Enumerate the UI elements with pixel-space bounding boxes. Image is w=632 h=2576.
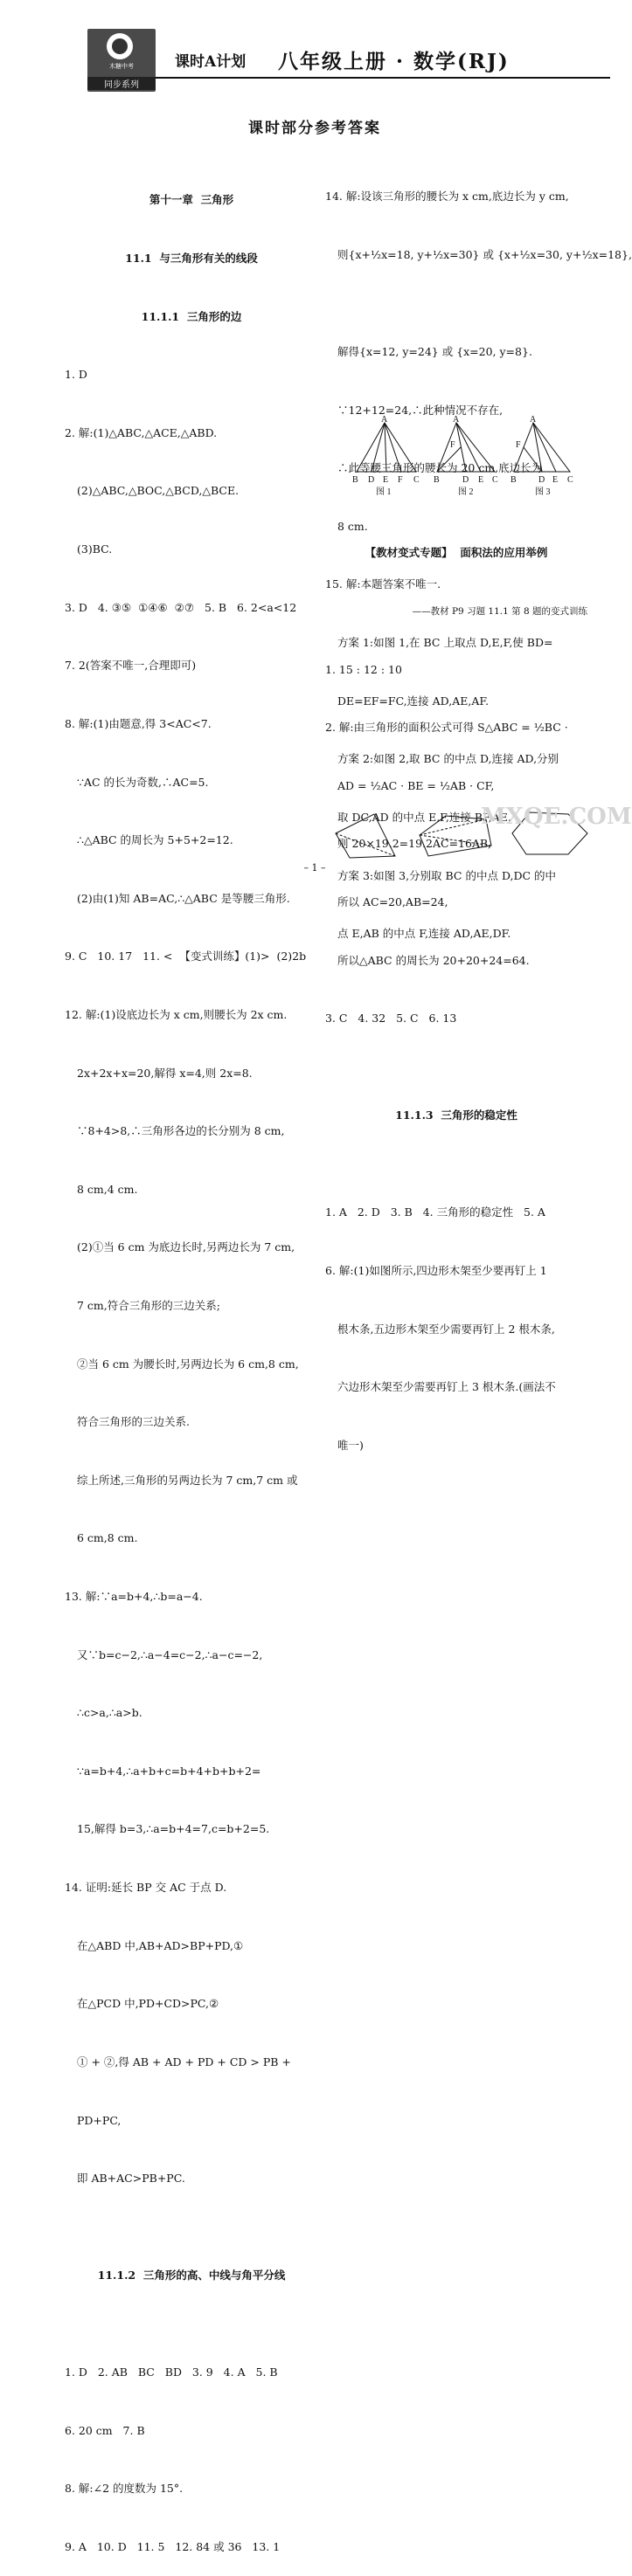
answer-line: 7 cm,符合三角形的三边关系; <box>77 1298 220 1312</box>
fig2-point-f: F <box>450 440 455 450</box>
fig2-point-d: D <box>462 475 469 485</box>
answer-line: 即 AB+AC>PB+PC. <box>77 2172 185 2186</box>
answer-line: 3. D 4. ③⑤ ①④⑥ ②⑦ 5. B 6. 2<a<12 <box>65 600 297 614</box>
answer-line: 2. 解:(1)△ABC,△ACE,△ABD. <box>65 425 218 439</box>
subsection-heading: 11.1.3 三角形的稳定性 <box>395 1108 517 1122</box>
fig3-segment-df <box>524 447 542 472</box>
series-label: 同步系列 <box>87 77 156 90</box>
fig1-point-b: B <box>352 475 358 485</box>
answer-line: 六边形木架至少需要再钉上 3 根木条.(画法不 <box>337 1380 556 1394</box>
fig1-point-c: C <box>413 475 420 485</box>
fig2-point-e: E <box>478 475 484 485</box>
answer-line: 2. 解:由三角形的面积公式可得 S△ABC = ½BC · <box>325 721 568 735</box>
answer-line: 方案 3:如图 3,分别取 BC 的中点 D,DC 的中 <box>337 868 557 882</box>
page-number: – 1 – <box>303 862 326 874</box>
watermark: MXQE.COM <box>481 804 632 830</box>
answer-line: ∴c>a,∴a>b. <box>77 1706 142 1720</box>
fig2-point-b: B <box>434 475 440 485</box>
header-rule <box>156 77 610 79</box>
answer-line: 14. 证明:延长 BP 交 AC 于点 D. <box>65 1881 227 1895</box>
answer-line: ∵a=b+4,∴a+b+c=b+4+b+b+2= <box>77 1764 261 1778</box>
subsection-heading: 11.1.1 三角形的边 <box>141 309 242 323</box>
answer-line: (2)△ABC,△BOC,△BCD,△BCE. <box>77 484 240 498</box>
fig1-segment-ad <box>372 423 385 472</box>
subsection-heading: 11.1.2 三角形的高、中线与角平分线 <box>97 2269 286 2282</box>
fig2-segment-ad <box>456 423 466 472</box>
answer-line: 9. A 10. D 11. 5 12. 84 或 36 13. 1 <box>65 2539 281 2553</box>
answer-line: 8. 解:∠2 的度数为 15°. <box>65 2482 184 2496</box>
logo-subtitle: 木糖中考 <box>109 63 134 70</box>
answer-line: 唯一) <box>337 1438 364 1452</box>
page-title: 课时部分参考答案 <box>248 120 381 137</box>
answer-line: ∴△ABC 的周长为 5+5+2=12. <box>77 833 233 847</box>
fig3-point-b: B <box>510 475 517 485</box>
fig2-triangle <box>437 423 495 472</box>
answer-line: 15. 解:本题答案不唯一. <box>325 577 441 591</box>
answer-line: 14. 解:设该三角形的腰长为 x cm,底边长为 y cm, <box>325 190 569 204</box>
answer-line: 1. D 2. AB BC BD 3. 9 4. A 5. B <box>65 2365 278 2379</box>
fig2-segment-bf <box>437 447 461 472</box>
triangle-figures <box>350 415 586 497</box>
answer-line: 8 cm,4 cm. <box>77 1182 138 1196</box>
fig1-segment-ae <box>385 423 386 472</box>
special-topic-subheading: ——教材 P9 习题 11.1 第 8 题的变式训练 <box>412 606 587 618</box>
answer-line: ∵AC 的长为奇数,∴AC=5. <box>77 775 209 789</box>
answer-line: 7. 2(答案不唯一,合理即可) <box>65 659 197 673</box>
answer-line: 取 DC,AD 的中点 E,F,连接 BF,AE. <box>337 810 511 824</box>
answer-line: 8. 解:(1)由题意,得 3<AC<7. <box>65 716 212 730</box>
fig3-point-e: E <box>552 475 559 485</box>
answer-line: (2)由(1)知 AB=AC,∴△ABC 是等腰三角形. <box>77 891 290 905</box>
answer-line: 9. C 10. 17 11. < 【变式训练】(1)> (2)2b <box>65 950 307 963</box>
answer-line: 方案 2:如图 2,取 BC 的中点 D,连接 AD,分别 <box>337 752 559 766</box>
answer-line: 6. 解:(1)如图所示,四边形木架至少要再钉上 1 <box>325 1263 547 1277</box>
fig3-triangle <box>514 423 570 472</box>
answer-line: 点 E,AB 的中点 F,连接 AD,AE,DF. <box>337 927 511 941</box>
equation-solution: 解得{x=12, y=24} 或 {x=20, y=8}. <box>337 345 532 359</box>
fig1-caption: 图 1 <box>376 487 392 497</box>
answer-line: 13. 解:∵a=b+4,∴b=a−4. <box>65 1590 203 1604</box>
quadrilateral-brace <box>336 833 395 856</box>
chapter-heading: 第十一章 三角形 <box>149 193 234 207</box>
fig3-point-c: C <box>567 475 573 485</box>
fig2-caption: 图 2 <box>458 487 474 497</box>
answer-line: 1. A 2. D 3. B 4. 三角形的稳定性 5. A <box>325 1205 545 1219</box>
answer-line: ②当 6 cm 为腰长时,另两边长为 6 cm,8 cm, <box>77 1357 299 1371</box>
answer-line: 12. 解:(1)设底边长为 x cm,则腰长为 2x cm. <box>65 1007 288 1021</box>
logo-emblem-inner <box>112 38 128 54</box>
answer-line: ∴此等腰三角形的腰长为 20 cm,底边长为 <box>337 461 543 475</box>
fig1-point-a: A <box>381 415 388 425</box>
fig1-point-f: F <box>398 475 403 485</box>
fig3-caption: 图 3 <box>535 487 551 497</box>
answer-line: 6. 20 cm 7. B <box>65 2423 145 2437</box>
answer-line: PD+PC, <box>77 2113 122 2127</box>
grade-subject: 八年级上册 · 数学(RJ) <box>278 50 510 73</box>
pentagon-brace-1 <box>420 819 486 835</box>
answer-line: 15,解得 b=3,∴a=b+4=7,c=b+2=5. <box>77 1822 270 1836</box>
answer-line: 又∵b=c−2,∴a−4=c−2,∴a−c=−2, <box>77 1647 263 1661</box>
answer-line: 所以 AC=20,AB=24, <box>337 895 448 909</box>
fig2-point-c: C <box>492 475 498 485</box>
fig3-point-a: A <box>530 415 537 425</box>
pentagon-brace-2 <box>420 835 491 846</box>
answer-line: 2x+2x+x=20,解得 x=4,则 2x=8. <box>77 1066 253 1080</box>
answer-line: 所以△ABC 的周长为 20+20+24=64. <box>337 953 530 967</box>
answer-line: (3)BC. <box>77 542 113 556</box>
fig1-point-e: E <box>383 475 389 485</box>
answer-line: 则 20×19.2=19.2AC=16AB, <box>337 837 492 851</box>
answer-line: 在△ABD 中,AB+AD>BP+PD,① <box>77 1938 244 1952</box>
answer-line: 符合三角形的三边关系. <box>77 1415 190 1429</box>
brand-title: 课时A计划 <box>175 53 247 71</box>
left-column <box>65 152 318 2576</box>
answer-line: 8 cm. <box>337 519 368 533</box>
fig1-segment-af <box>385 423 401 472</box>
answer-line: ∵12+12=24,∴此种情况不存在, <box>337 403 504 417</box>
fig3-point-d: D <box>538 475 545 485</box>
fig3-segment-ad <box>533 423 542 472</box>
answer-line: 方案 1:如图 1,在 BC 上取点 D,E,F,使 BD= <box>337 636 553 650</box>
right-column-bottom <box>325 505 587 1474</box>
fig2-point-a: A <box>453 415 460 425</box>
answer-line: ∵8+4>8,∴三角形各边的长分别为 8 cm, <box>77 1124 285 1138</box>
section-heading: 11.1 与三角形有关的线段 <box>125 252 258 266</box>
answer-line: 根木条,五边形木架至少需要再钉上 2 根木条, <box>337 1322 555 1336</box>
fig2-segment-ae <box>456 423 481 472</box>
answer-line: 1. 15 : 12 : 10 <box>325 662 402 676</box>
answer-line: AD = ½AC · BE = ½AB · CF, <box>337 778 495 792</box>
fig3-point-f: F <box>516 440 521 450</box>
equation-system: 则{x+½x=18, y+½x=30} 或 {x+½x=30, y+½x=18}, <box>337 248 632 262</box>
answer-line: DE=EF=FC,连接 AD,AE,AF. <box>337 694 490 708</box>
answer-line: 3. C 4. 32 5. C 6. 13 <box>325 1012 457 1026</box>
answer-line: ① + ②,得 AB + AD + PD + CD > PB + <box>77 2055 291 2068</box>
answer-line: (2)①当 6 cm 为底边长时,另两边长为 7 cm, <box>77 1240 295 1254</box>
special-topic-heading: 【教材变式专题】 面积法的应用举例 <box>365 546 548 560</box>
answer-line: 综上所述,三角形的另两边长为 7 cm,7 cm 或 <box>77 1473 298 1487</box>
fig1-point-d: D <box>368 475 375 485</box>
quadrilateral-frame <box>336 814 395 858</box>
answer-line: 6 cm,8 cm. <box>77 1531 138 1545</box>
answer-line: 在△PCD 中,PD+CD>PC,② <box>77 1997 219 2011</box>
answer-line: 1. D <box>65 368 87 382</box>
